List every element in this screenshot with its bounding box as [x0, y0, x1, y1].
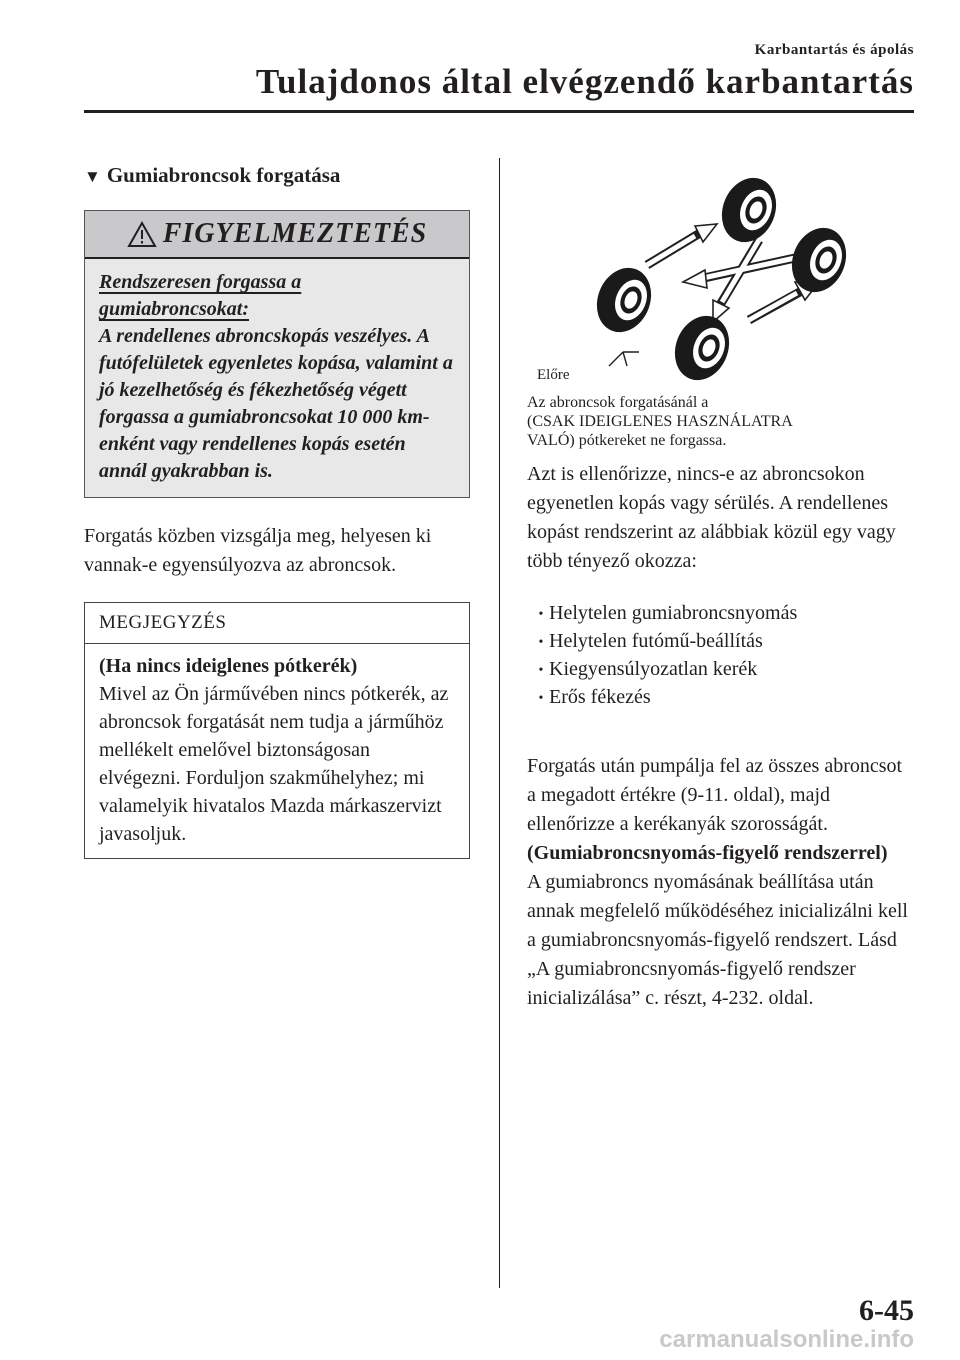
- list-item: • Kiegyensúlyozatlan kerék: [533, 656, 915, 684]
- tpms-paragraph: A gumiabroncs nyomásának beállítása után annak megfelelő működéséhez inicializálni kell a gumiabroncsnyomás-figyelő rendszert. Lásd „A gumiabroncsnyomás-figyelő rendszer inicializálása” c. részt, 4-232. oldal.: [527, 870, 908, 1009]
- list-item: • Helytelen futómű-beállítás: [533, 628, 915, 656]
- warning-body: [85, 259, 469, 497]
- bullet-icon: •: [538, 606, 544, 622]
- wear-causes-list: [527, 600, 915, 712]
- front-label: Előre: [537, 367, 570, 383]
- header-rule: [84, 110, 914, 113]
- bullet-icon: •: [538, 662, 544, 678]
- wear-paragraph: Azt is ellenőrizze, nincs-e az abroncsokon egyenetlen kopás vagy sérülés. A rendellenes kopást rendszerint az alábbiak közül egy vagy több tényező okozza:: [527, 463, 896, 572]
- note-title: MEGJEGYZÉS: [85, 603, 469, 644]
- section-marker-icon: ▼: [84, 167, 101, 186]
- warning-header: [85, 211, 469, 259]
- tire-rear-left: [713, 170, 786, 250]
- tpms-heading: (Gumiabroncsnyomás-figyelő rendszerrel): [527, 841, 888, 864]
- tire-rear-right: [783, 220, 856, 301]
- list-item: • Helytelen gumiabroncsnyomás: [533, 600, 915, 628]
- bullet-icon: •: [538, 634, 544, 650]
- inflation-paragraph: Forgatás után pumpálja fel az összes abroncsot a megadott értékre (9-11. oldal), majd ellenőrizze a kerékanyák szorosságát.: [527, 754, 903, 835]
- watermark: carmanualsonline.info: [659, 1326, 914, 1353]
- balance-paragraph: Forgatás közben vizsgálja meg, helyesen ki vannak-e egyensúlyozva az abroncsok.: [84, 525, 432, 576]
- warning-title: FIGYELMEZTETÉS: [162, 218, 428, 249]
- tire-rotation-diagram: [527, 170, 915, 385]
- page-title: Tulajdonos által elvégzendő karbantartás: [255, 62, 914, 101]
- warning-triangle-icon: [127, 221, 157, 248]
- tire-front-left: [588, 260, 661, 341]
- warning-box: [84, 210, 470, 498]
- column-divider: [499, 158, 500, 1288]
- front-direction-icon: [609, 352, 639, 366]
- figure-caption: Az abroncsok forgatásánál a (CSAK IDEIGLENES HASZNÁLATRA VALÓ) pótkereket ne forgassa.: [527, 394, 793, 449]
- section-title-text: Gumiabroncsok forgatása: [106, 163, 341, 187]
- note-text: Mivel az Ön járművében nincs pótkerék, az abroncsok forgatását nem tudja a járműhöz mellékelt emelővel biztonságosan elvégezni. Forduljon szakműhelyhez; mi valamelyik hivatalos Mazda márkaszervizt javasoljuk.: [99, 683, 449, 845]
- bullet-icon: •: [538, 690, 544, 706]
- section-title: [84, 158, 470, 194]
- tire-front-right: [666, 308, 739, 385]
- page-number: 6-45: [859, 1294, 914, 1327]
- warning-lead: Rendszeresen forgassa a gumiabroncsokat:: [99, 271, 302, 320]
- note-box: [84, 602, 470, 859]
- tire-rotation-figure: [527, 170, 915, 385]
- note-lead: (Ha nincs ideiglenes pótkerék): [99, 655, 358, 677]
- chapter-label: Karbantartás és ápolás: [754, 42, 914, 58]
- right-column: [527, 170, 915, 1013]
- warning-text: A rendellenes abroncskopás veszélyes. A futófelületek egyenletes kopása, valamint a jó kezelhetőség és fékezhetőség végett forgassa a gumiabroncsokat 10 000 km-enként vagy rendellenes kopás esetén annál gyakrabban is.: [99, 325, 453, 482]
- left-column: [84, 158, 470, 859]
- list-item: • Erős fékezés: [533, 684, 915, 712]
- note-body: [85, 644, 469, 858]
